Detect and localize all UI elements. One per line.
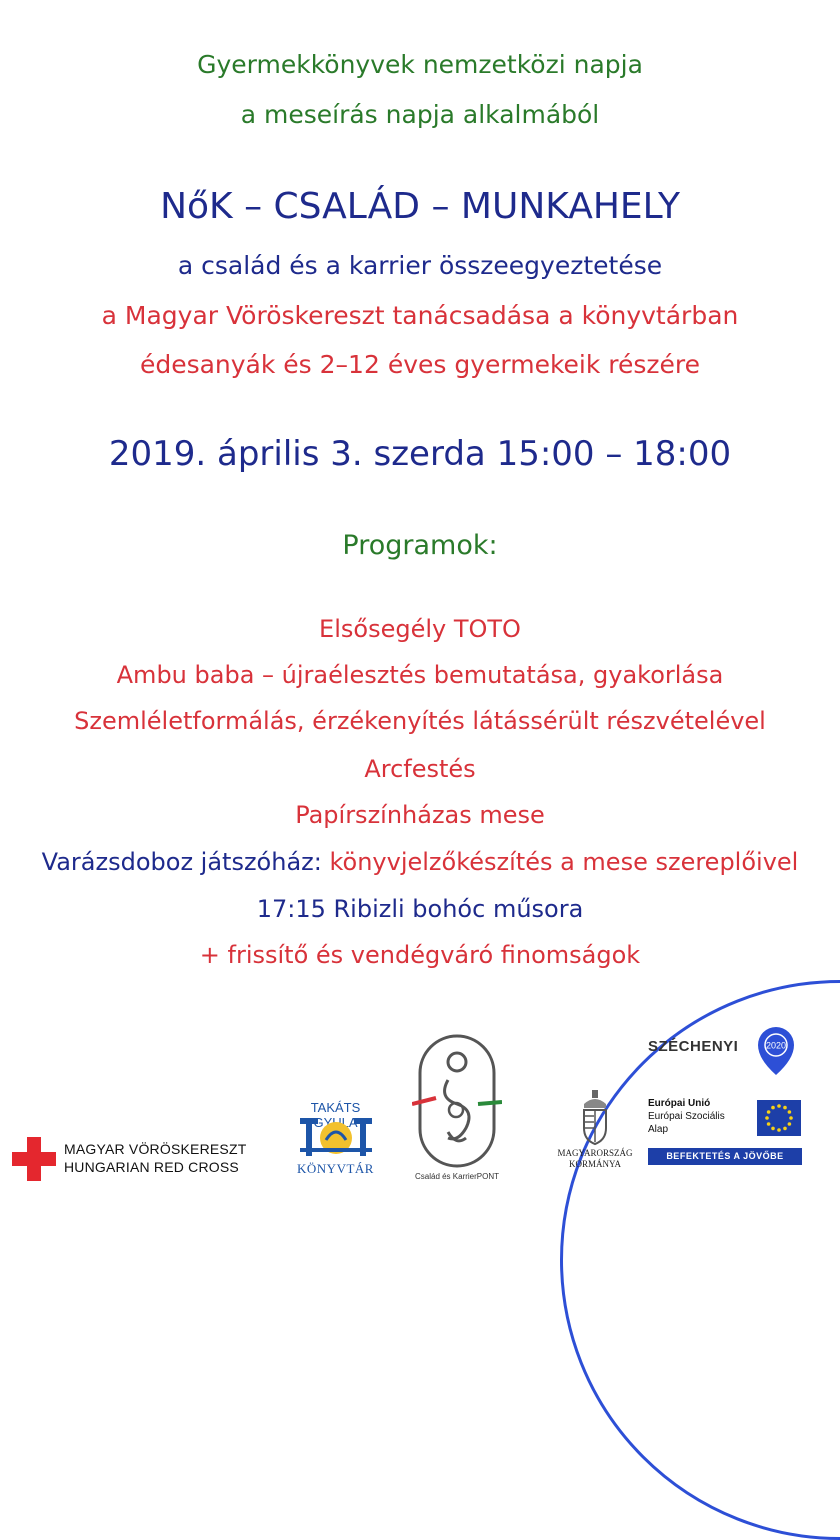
program-item: Arcfestés <box>364 755 476 783</box>
program-item: Elsősegély TOTO <box>319 615 521 643</box>
eu-flag-icon <box>757 1100 801 1136</box>
red-cross-name-hu: MAGYAR VÖRÖSKERESZT <box>64 1141 247 1157</box>
eu-fund-line-1: Európai Szociális <box>648 1111 725 1122</box>
subtitle-line-3: édesanyák és 2–12 éves gyermekeik részére <box>139 350 701 379</box>
government-caption-line-2: KORMÁNYA <box>568 1159 621 1169</box>
library-emblem-icon <box>296 1114 376 1162</box>
intro-line-1: Gyermekkönyvek nemzetközi napja <box>197 50 643 79</box>
program-item: Papírszínházas mese <box>295 801 545 829</box>
red-cross-name-en: HUNGARIAN RED CROSS <box>64 1159 239 1175</box>
family-career-point-caption: Család és KarrierPONT <box>414 1172 500 1181</box>
coat-of-arms-icon <box>581 1090 609 1146</box>
eu-slogan-band: BEFEKTETÉS A JÖVŐBE <box>648 1148 802 1165</box>
szechenyi-text: SZÉCHENYI <box>648 1038 739 1055</box>
szechenyi-year: 2020 <box>765 1040 787 1051</box>
event-title: NőK – CSALÁD – MUNKAHELY <box>160 186 680 227</box>
library-logo-top-text: TAKÁTS <box>310 1100 361 1115</box>
hungarian-government-logo <box>555 1090 635 1170</box>
family-career-point-icon <box>412 1032 502 1172</box>
family-career-point-logo <box>412 1032 502 1182</box>
playhouse-description: könyvjelzőkészítés a mese szereplőivel <box>321 848 799 876</box>
eu-funding-logo <box>648 1098 808 1168</box>
program-item: Szemléletformálás, érzékenyítés látássérült részvételével <box>74 707 766 735</box>
eu-fund-line-2: Alap <box>648 1124 669 1135</box>
subtitle-line-2: a Magyar Vöröskereszt tanácsadása a könyvtárban <box>101 301 739 330</box>
playhouse-label: Varázsdoboz játszóház: <box>41 848 322 876</box>
program-item: Ambu baba – újraélesztés bemutatása, gyakorlása <box>116 661 724 689</box>
programs-heading: Programok: <box>342 530 498 561</box>
red-cross-icon <box>12 1137 56 1181</box>
government-caption-line-1: MAGYARORSZÁG <box>557 1148 633 1158</box>
event-date: 2019. április 3. szerda 15:00 – 18:00 <box>108 434 732 474</box>
library-logo-bottom-text: KÖNYVTÁR <box>297 1161 374 1176</box>
szechenyi-2020-logo <box>648 1025 798 1080</box>
intro-line-2: a meseírás napja alkalmából <box>240 100 600 129</box>
location-pin-icon <box>756 1025 796 1077</box>
eu-name: Európai Unió <box>648 1098 711 1109</box>
program-item-extra: + frissítő és vendégváró finomságok <box>199 941 641 969</box>
library-logo <box>288 1100 383 1182</box>
subtitle-line-1: a család és a karrier összeegyeztetése <box>177 251 663 280</box>
program-item-show: 17:15 Ribizli bohóc műsora <box>256 895 584 923</box>
government-caption <box>555 1148 635 1170</box>
program-item-playhouse <box>0 848 840 876</box>
